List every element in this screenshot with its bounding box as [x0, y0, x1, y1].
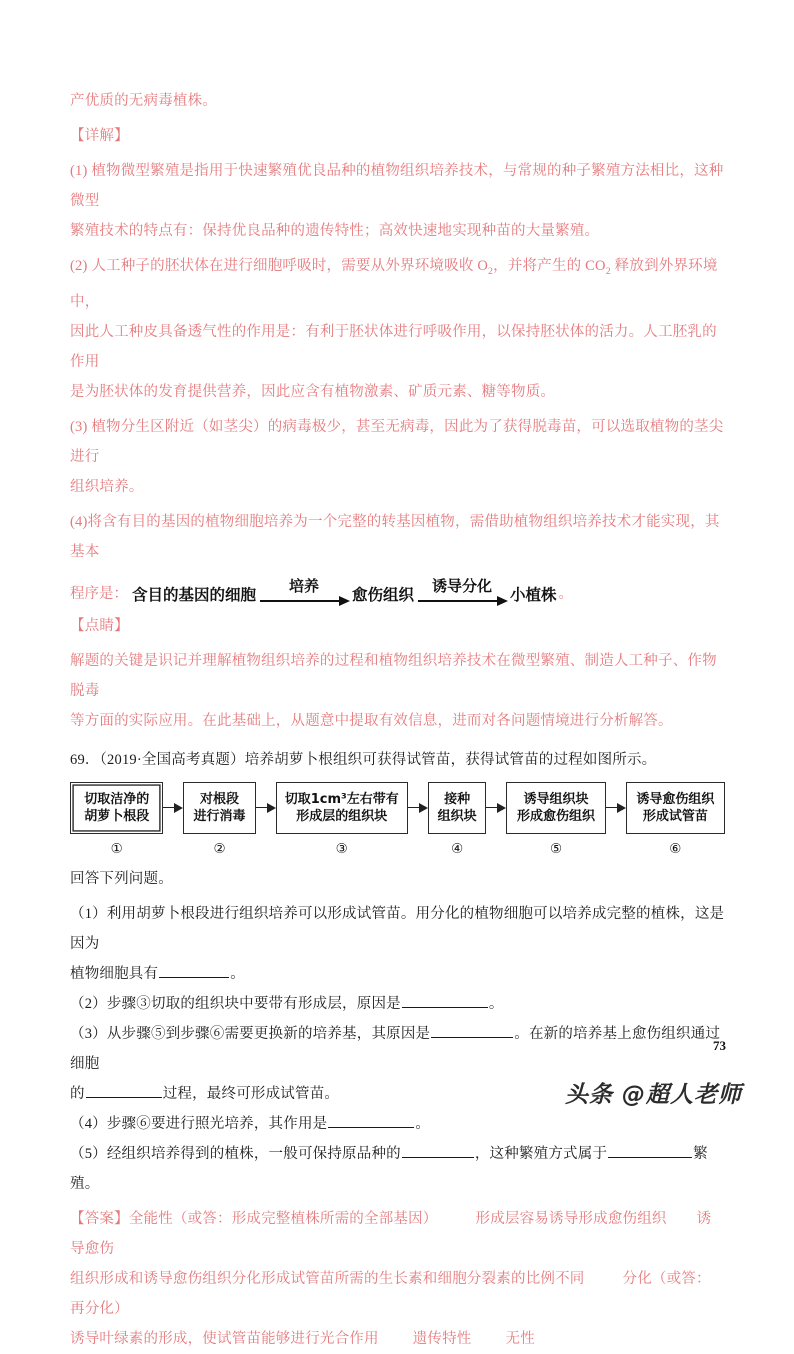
answer-blank-4-1[interactable] — [328, 1112, 414, 1128]
explanation-heading: 【详解】 — [70, 128, 129, 144]
sub-question-4-text: 。 — [415, 1115, 431, 1132]
flowchart-step-2-box — [183, 782, 255, 834]
answer-line2 — [70, 1264, 725, 1324]
page-content — [70, 86, 725, 1354]
continued-text: 产优质的无病毒植株。 — [70, 93, 217, 109]
flowchart-arrow-3-icon — [408, 802, 428, 814]
flowchart-arrow-1-icon — [163, 802, 183, 814]
flowchart-step-1-number: ① — [110, 840, 123, 857]
sub-question-5-text: （5）经组织培养得到的植株，一般可保持原品种的 — [70, 1145, 401, 1162]
sub-question-5 — [70, 1139, 725, 1199]
carrot-tissue-culture-flowchart — [70, 781, 725, 859]
explanation-item2-line2: 因此人工种皮具备透气性的作用是：有利于胚状体进行呼吸作用，以保持胚状体的活力。人工胚乳的作用 — [70, 323, 717, 370]
transgenic-flow-diagram — [70, 567, 725, 611]
flowchart-step-1-line: 胡萝卜根段 — [84, 808, 150, 824]
flowchart-step-2-number: ② — [213, 840, 226, 857]
sub-question-4 — [70, 1109, 725, 1139]
sub-question-1-text: （1）利用胡萝卜根段进行组织培养可以形成试管苗。用分化的植物细胞可以培养成完整的植株，这是因为 — [70, 905, 725, 952]
item2-text-c: 释放到外界环境中， — [70, 258, 718, 310]
flow-node-plantlet: 小植株 — [510, 585, 557, 604]
flowchart-step-5-box — [506, 782, 605, 834]
explanation-item2-line3: 是为胚状体的发育提供营养，因此应含有植物激素、矿质元素、糖等物质。 — [70, 383, 556, 400]
sub-question-3-text: （3）从步骤⑤到步骤⑥需要更换新的培养基，其原因是 — [70, 1025, 431, 1042]
item2-text-b: ，并将产生的 CO — [493, 258, 606, 274]
item2-text-a: (2) 人工种子的胚状体在进行细胞呼吸时，需要从外界环境吸收 O — [70, 258, 489, 274]
flowchart-step-4-line: 组织块 — [437, 808, 477, 824]
sub-question-3-text: 过程，最终可形成试管苗。 — [162, 1085, 340, 1102]
answer-blank-1-1[interactable] — [159, 962, 229, 978]
flow-node-cell: 含目的基因的细胞 — [132, 585, 257, 604]
flowchart-step-3-line: 形成层的组织块 — [296, 808, 388, 824]
flow-arrow-differentiation-label: 诱导分化 — [432, 576, 493, 595]
explanation-item1-line2: 繁殖技术的特点有：保持优良品种的遗传特性；高效快速地实现种苗的大量繁殖。 — [70, 223, 600, 239]
flowchart-step-4-number: ④ — [451, 840, 464, 857]
sub-question-3-text: 。在新的培养基上愈伤组织通过细胞 — [70, 1025, 721, 1072]
flowchart-step-1-line: 切取洁净的 — [84, 791, 150, 807]
flowchart-nodes-row — [70, 781, 725, 835]
flowchart-step-5-line: 形成愈伤组织 — [517, 808, 596, 824]
flowchart-step-3-line: 切取1cm³左右带有 — [284, 791, 399, 807]
flowchart-step-4-box — [428, 782, 487, 834]
sub-question-3-text: 的 — [70, 1085, 85, 1102]
sub-questions-list — [70, 899, 725, 1199]
answer-blank-3-1[interactable] — [431, 1022, 513, 1038]
flowchart-step-4-line: 接种 — [444, 791, 471, 807]
flowchart-step-5-line: 诱导组织块 — [523, 791, 589, 807]
oxygen-subscript: 2 — [488, 265, 494, 277]
insight-line2: 等方面的实际应用。在此基础上，从题意中提取有效信息，进而对各问题情境进行分析解答。 — [70, 712, 673, 729]
answer-blank-3-2[interactable] — [86, 1082, 162, 1098]
sub-question-5-text: 繁殖。 — [70, 1145, 708, 1192]
explanation-item3-line2: 组织培养。 — [70, 478, 144, 495]
flow-trailing-punctuation: 。 — [558, 585, 574, 602]
explanation-item3-line1: (3) 植物分生区附近（如茎尖）的病毒极少，甚至无病毒，因此为了获得脱毒苗，可以选取植物的茎尖进行 — [70, 418, 724, 465]
flowchart-step-numbers-row — [70, 835, 725, 859]
flowchart-step-6-line: 诱导愈伤组织 — [636, 791, 715, 807]
answer-blank-2-1[interactable] — [402, 992, 488, 1008]
explanation-item2-line1 — [70, 251, 725, 317]
sub-question-5-text: ，这种繁殖方式属于 — [474, 1145, 608, 1162]
answer-7: 无性 — [505, 1330, 535, 1347]
flow-chain — [132, 573, 557, 611]
flow-arrow-differentiation-icon — [416, 573, 508, 611]
flowchart-arrow-5-icon — [606, 802, 626, 814]
answer-3b: 组织形成和诱导愈伤组织分化形成试管苗所需的生长素和细胞分裂素的比例不同 — [70, 1270, 585, 1287]
answer-4: 分化（或答：再分化） — [70, 1270, 711, 1317]
flowchart-step-1-box — [70, 782, 163, 834]
sub-question-2 — [70, 989, 725, 1019]
sub-question-1 — [70, 899, 725, 989]
answer-3a: 诱导愈伤 — [70, 1210, 712, 1257]
insight-heading: 【点睛】 — [70, 617, 129, 634]
answer-blank-5-1[interactable] — [402, 1142, 474, 1158]
flowchart-step-5-number: ⑤ — [549, 840, 563, 857]
watermark: 头条 @超人老师 — [564, 1082, 742, 1108]
flow-arrow-culture-label: 培养 — [289, 576, 320, 595]
answer-heading: 【答案】 — [70, 1210, 129, 1227]
answer-1: 全能性（或答：形成完整植株所需的全部基因） — [128, 1210, 438, 1227]
flowchart-step-6-box — [626, 782, 725, 834]
flow-lead-text: 程序是： — [70, 585, 128, 602]
answer-line3 — [70, 1324, 725, 1354]
page-number: 73 — [713, 1038, 726, 1053]
flowchart-step-3-box — [276, 782, 408, 834]
flow-arrow-culture-icon — [258, 573, 350, 611]
answer-line1 — [70, 1204, 725, 1264]
co2-subscript: 2 — [605, 265, 611, 277]
answer-prompt: 回答下列问题。 — [70, 870, 173, 887]
insight-line1: 解题的关键是识记并理解植物组织培养的过程和植物组织培养技术在微型繁殖、制造人工种子、作物脱毒 — [70, 652, 717, 699]
flowchart-step-2-line: 对根段 — [200, 791, 240, 807]
flowchart-step-3-number: ③ — [335, 840, 348, 857]
answer-blank-5-2[interactable] — [608, 1142, 692, 1158]
sub-question-2-text: （2）步骤③切取的组织块中要带有形成层，原因是 — [70, 995, 401, 1012]
answer-5: 诱导叶绿素的形成，使试管苗能够进行光合作用 — [70, 1330, 379, 1347]
answer-6: 遗传特性 — [412, 1330, 472, 1347]
flowchart-step-6-number: ⑥ — [669, 840, 682, 857]
flowchart-arrow-4-icon — [486, 802, 506, 814]
flowchart-step-6-line: 形成试管苗 — [642, 808, 708, 824]
sub-question-1-text: 。 — [230, 965, 245, 982]
flowchart-arrow-2-icon — [256, 802, 276, 814]
answer-2: 形成层容易诱导形成愈伤组织 — [475, 1210, 667, 1227]
sub-question-2-text: 。 — [488, 995, 504, 1012]
explanation-item1-line1: (1) 植物微型繁殖是指用于快速繁殖优良品种的植物组织培养技术，与常规的种子繁殖方法相比，这种微型 — [70, 163, 724, 209]
explanation-item4-line1: (4)将含有目的基因的植物细胞培养为一个完整的转基因植物，需借助植物组织培养技术才能实现，其基本 — [70, 513, 720, 560]
sub-question-1-text: 植物细胞具有 — [70, 965, 159, 982]
question69-stem: 69．（2019·全国高考真题）培养胡萝卜根组织可获得试管苗，获得试管苗的过程如图所示。 — [70, 751, 657, 768]
flow-node-callus: 愈伤组织 — [352, 585, 415, 604]
flowchart-step-2-line: 进行消毒 — [193, 808, 246, 824]
sub-question-4-text: （4）步骤⑥要进行照光培养，其作用是 — [70, 1115, 328, 1132]
